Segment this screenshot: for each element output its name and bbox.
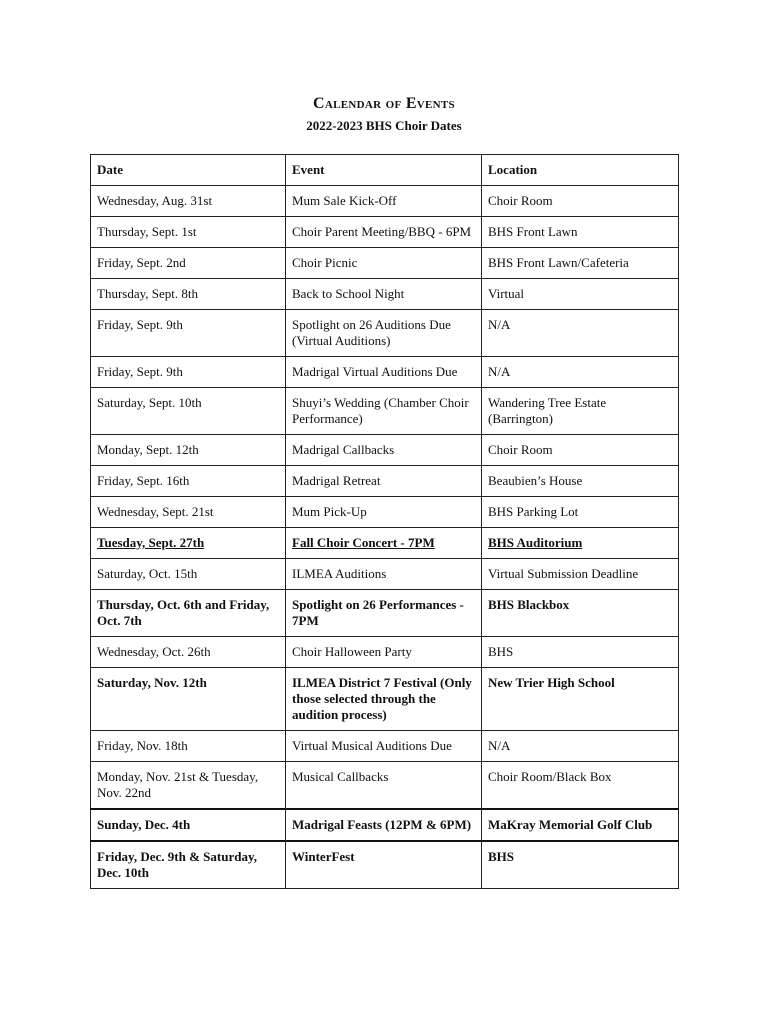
cell-date: Thursday, Sept. 8th: [91, 279, 286, 310]
cell-event: Mum Sale Kick-Off: [286, 186, 482, 217]
cell-location: MaKray Memorial Golf Club: [482, 809, 679, 841]
cell-location: Virtual: [482, 279, 679, 310]
cell-location: BHS: [482, 637, 679, 668]
cell-event: Choir Halloween Party: [286, 637, 482, 668]
cell-date: Wednesday, Aug. 31st: [91, 186, 286, 217]
table-row: [91, 497, 679, 528]
cell-location: Beaubien’s House: [482, 466, 679, 497]
cell-event: Choir Parent Meeting/BBQ - 6PM: [286, 217, 482, 248]
cell-date: Saturday, Sept. 10th: [91, 388, 286, 435]
cell-date: Thursday, Oct. 6th and Friday, Oct. 7th: [91, 590, 286, 637]
cell-event: Fall Choir Concert - 7PM: [286, 528, 482, 559]
table-row: [91, 809, 679, 841]
table-row: [91, 279, 679, 310]
table-row: [91, 528, 679, 559]
cell-event: Spotlight on 26 Performances - 7PM: [286, 590, 482, 637]
cell-location: New Trier High School: [482, 668, 679, 731]
cell-event: Back to School Night: [286, 279, 482, 310]
cell-event: Virtual Musical Auditions Due: [286, 731, 482, 762]
cell-date: Sunday, Dec. 4th: [91, 809, 286, 841]
cell-date: Friday, Sept. 9th: [91, 357, 286, 388]
cell-location: N/A: [482, 310, 679, 357]
cell-event: Madrigal Virtual Auditions Due: [286, 357, 482, 388]
cell-event: Madrigal Feasts (12PM & 6PM): [286, 809, 482, 841]
table-row: [91, 310, 679, 357]
cell-location: BHS Parking Lot: [482, 497, 679, 528]
table-header-row: [91, 155, 679, 186]
table-row: [91, 186, 679, 217]
cell-event: Shuyi’s Wedding (Chamber Choir Performance): [286, 388, 482, 435]
cell-event: Madrigal Retreat: [286, 466, 482, 497]
table-row: [91, 357, 679, 388]
cell-date: Tuesday, Sept. 27th: [91, 528, 286, 559]
cell-event: Musical Callbacks: [286, 762, 482, 810]
cell-location: Virtual Submission Deadline: [482, 559, 679, 590]
table-row: [91, 388, 679, 435]
cell-location: Wandering Tree Estate (Barrington): [482, 388, 679, 435]
cell-event: Choir Picnic: [286, 248, 482, 279]
cell-location: BHS Front Lawn: [482, 217, 679, 248]
cell-date: Friday, Sept. 9th: [91, 310, 286, 357]
cell-date: Saturday, Nov. 12th: [91, 668, 286, 731]
events-table-body: [91, 186, 679, 889]
cell-date: Thursday, Sept. 1st: [91, 217, 286, 248]
cell-location: Choir Room: [482, 435, 679, 466]
header-event: Event: [286, 155, 482, 186]
cell-location: Choir Room: [482, 186, 679, 217]
cell-date: Friday, Sept. 16th: [91, 466, 286, 497]
cell-event: ILMEA District 7 Festival (Only those selected through the audition process): [286, 668, 482, 731]
cell-location: BHS: [482, 841, 679, 889]
table-row: [91, 435, 679, 466]
cell-location: BHS Front Lawn/Cafeteria: [482, 248, 679, 279]
table-row: [91, 466, 679, 497]
cell-date: Friday, Nov. 18th: [91, 731, 286, 762]
cell-location: N/A: [482, 357, 679, 388]
table-row: [91, 762, 679, 810]
events-table: [90, 154, 679, 889]
cell-location: N/A: [482, 731, 679, 762]
table-row: [91, 590, 679, 637]
cell-event: WinterFest: [286, 841, 482, 889]
cell-event: Spotlight on 26 Auditions Due (Virtual Auditions): [286, 310, 482, 357]
cell-location: BHS Auditorium: [482, 528, 679, 559]
cell-date: Monday, Nov. 21st & Tuesday, Nov. 22nd: [91, 762, 286, 810]
cell-event: Madrigal Callbacks: [286, 435, 482, 466]
cell-event: ILMEA Auditions: [286, 559, 482, 590]
table-row: [91, 217, 679, 248]
header-location: Location: [482, 155, 679, 186]
table-row: [91, 731, 679, 762]
cell-date: Monday, Sept. 12th: [91, 435, 286, 466]
cell-date: Friday, Sept. 2nd: [91, 248, 286, 279]
cell-location: BHS Blackbox: [482, 590, 679, 637]
document-subtitle: 2022-2023 BHS Choir Dates: [306, 118, 462, 133]
table-row: [91, 841, 679, 889]
cell-location: Choir Room/Black Box: [482, 762, 679, 810]
table-row: [91, 559, 679, 590]
header-date: Date: [91, 155, 286, 186]
cell-date: Saturday, Oct. 15th: [91, 559, 286, 590]
cell-date: Wednesday, Oct. 26th: [91, 637, 286, 668]
table-row: [91, 637, 679, 668]
document-title: Calendar of Events: [313, 95, 455, 112]
cell-date: Wednesday, Sept. 21st: [91, 497, 286, 528]
cell-date: Friday, Dec. 9th & Saturday, Dec. 10th: [91, 841, 286, 889]
table-row: [91, 668, 679, 731]
table-row: [91, 248, 679, 279]
cell-event: Mum Pick-Up: [286, 497, 482, 528]
